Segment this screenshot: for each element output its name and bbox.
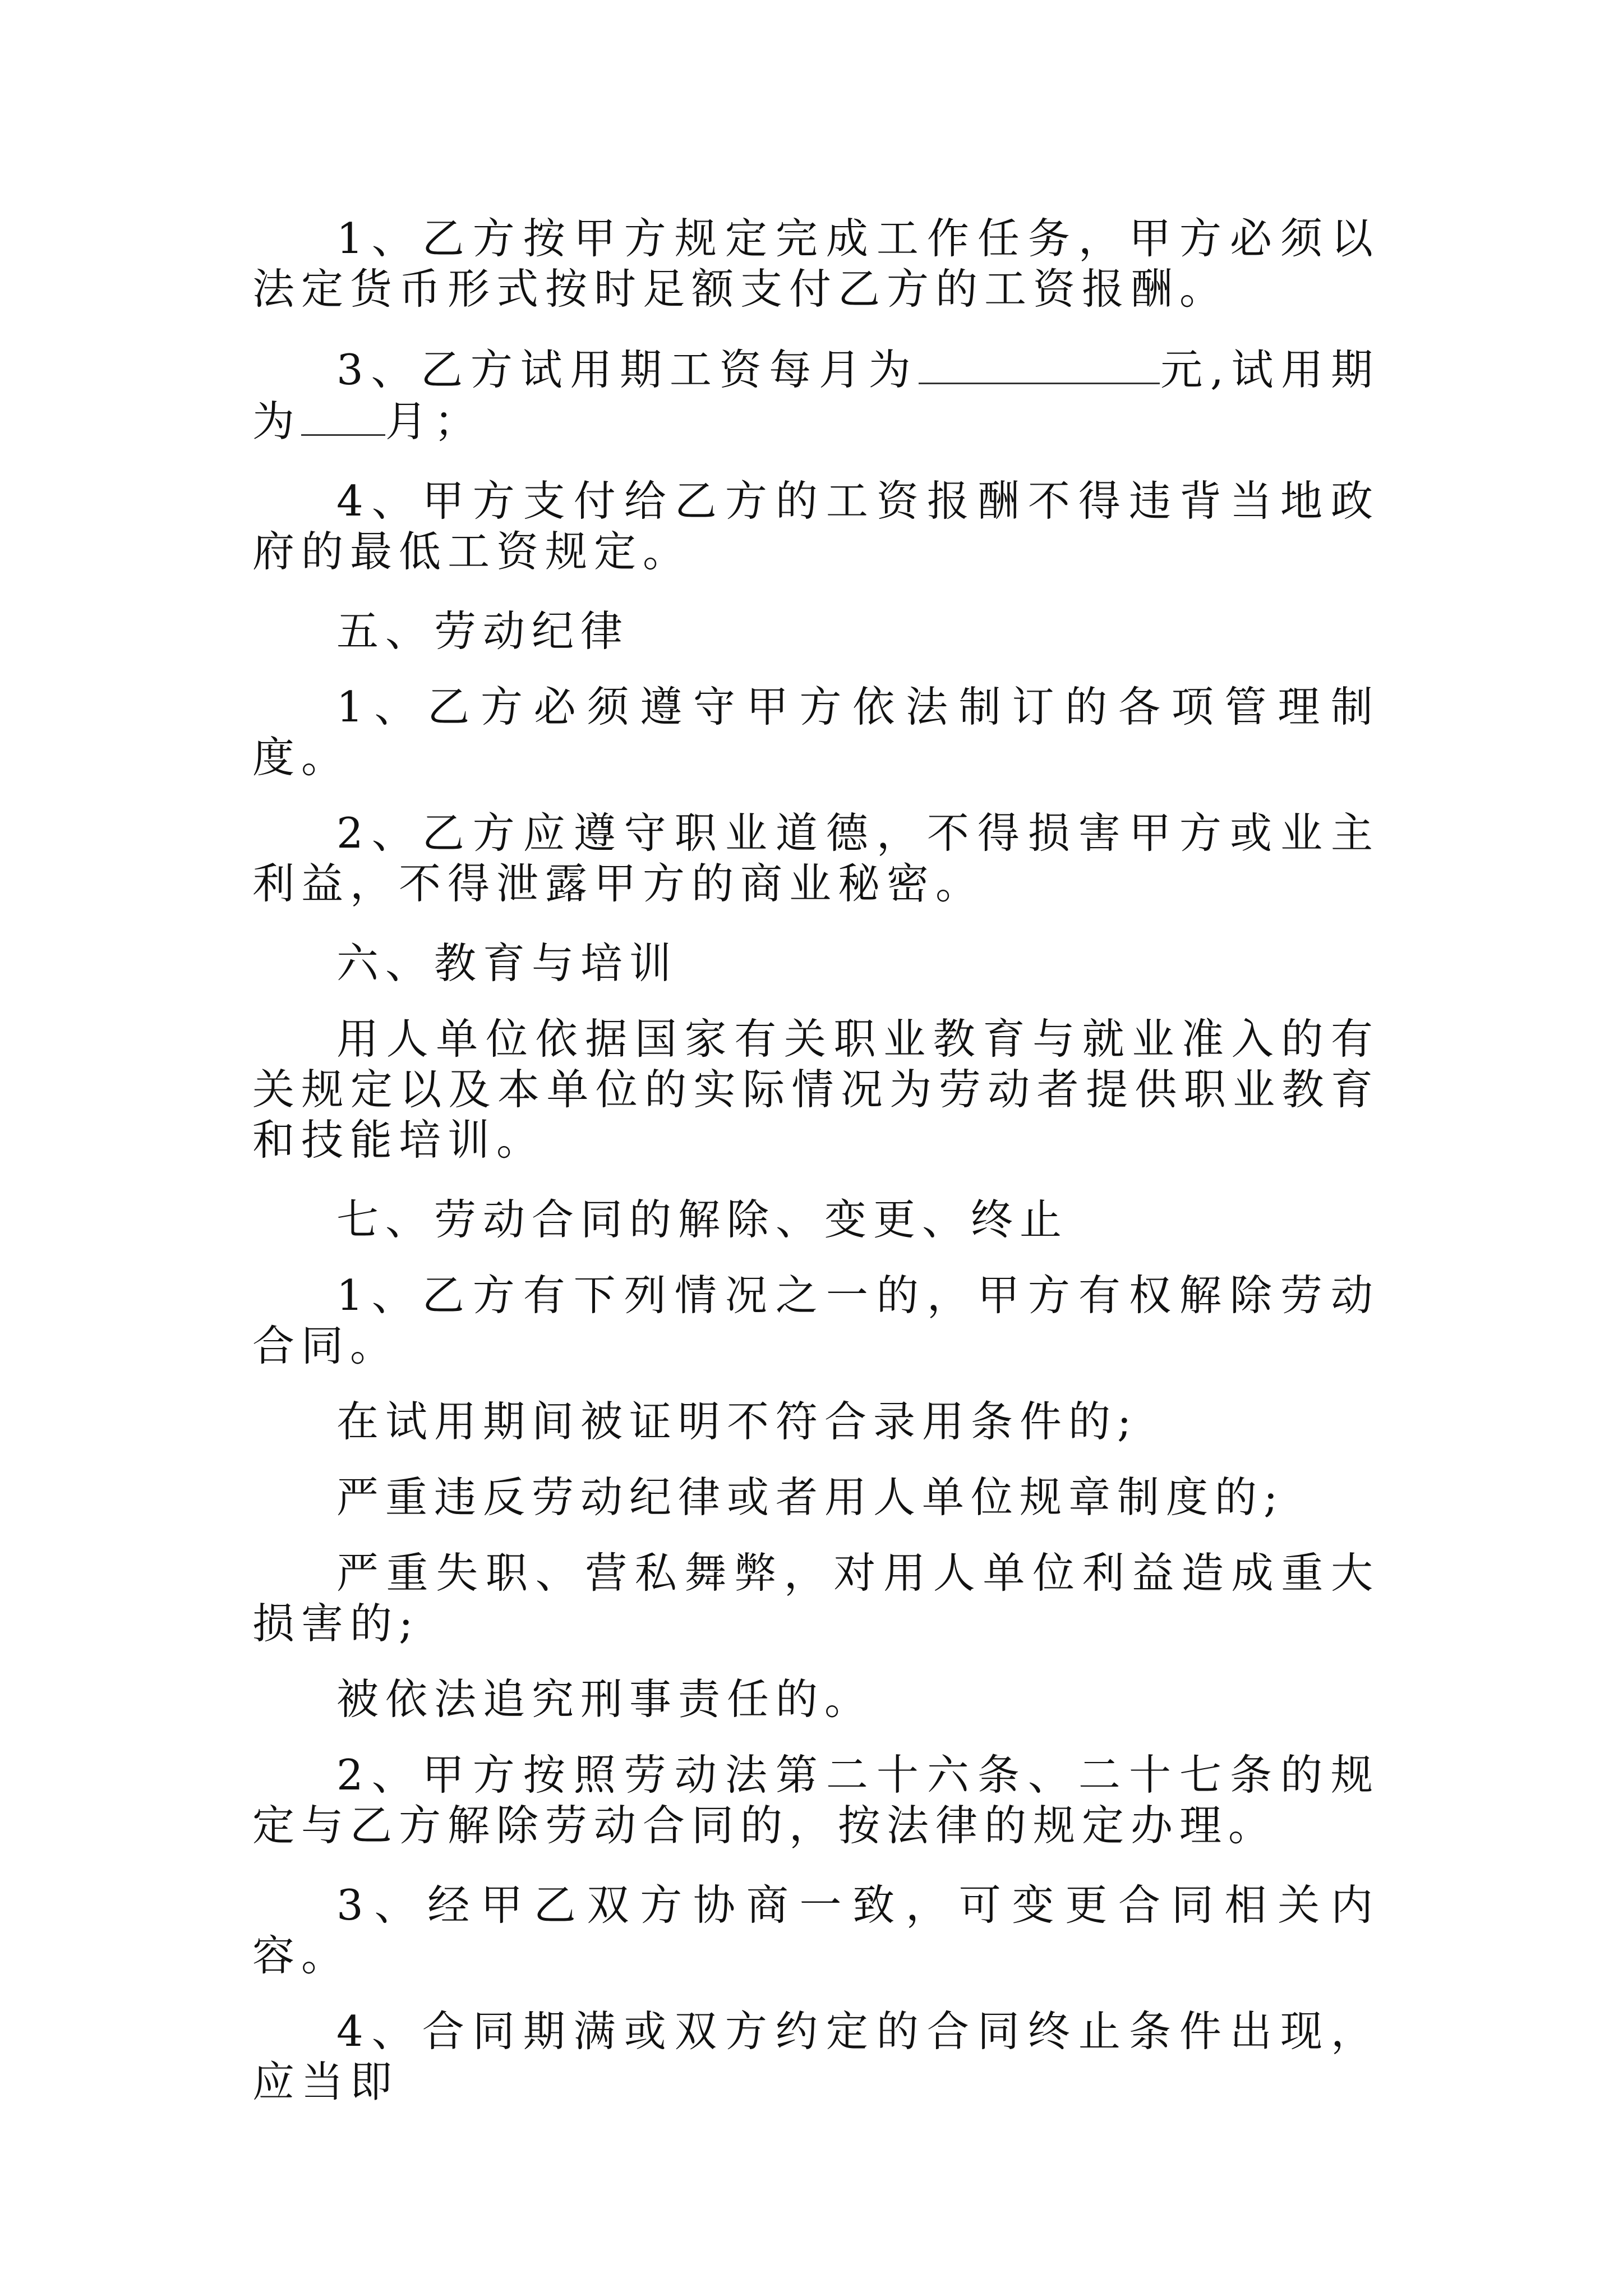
probation-wage-text-a: 3、乙方试用期工资每月为 [336,345,919,394]
list-item-dereliction: 严重失职、营私舞弊，对用人单位利益造成重大损害的; [252,1548,1380,1648]
section-heading-contract-termination: 七、劳动合同的解除、变更、终止 [336,1195,1069,1244]
paragraph-discipline-2: 2、乙方应遵守职业道德，不得损害甲方或业主利益，不得泄露甲方的商业秘密。 [252,808,1380,908]
section-heading-education-training: 六、教育与培训 [336,938,679,988]
paragraph-education: 用人单位依据国家有关职业教育与就业准入的有关规定以及本单位的实际情况为劳动者提供职业教育和技能培训。 [252,1014,1380,1165]
paragraph-termination-1: 1、乙方有下列情况之一的，甲方有权解除劳动合同。 [252,1271,1380,1370]
probation-period-blank [301,395,385,436]
paragraph-discipline-1: 1、乙方必须遵守甲方依法制订的各项管理制度。 [252,682,1380,782]
paragraph-probation-wage [252,343,1380,447]
paragraph-termination-4: 4、合同期满或双方约定的合同终止条件出现，应当即 [252,2007,1380,2106]
probation-wage-text-b: 元,试用期为 [252,345,1380,446]
paragraph-termination-3: 3、经甲乙双方协商一致，可变更合同相关内容。 [252,1880,1380,1980]
probation-wage-text-c: 月； [385,397,483,446]
paragraph-termination-2: 2、甲方按照劳动法第二十六条、二十七条的规定与乙方解除劳动合同的，按法律的规定办理。 [252,1750,1380,1850]
paragraph-minimum-wage: 4、甲方支付给乙方的工资报酬不得违背当地政府的最低工资规定。 [252,476,1380,576]
document-page [252,213,1380,2136]
list-item-probation-unfit: 在试用期间被证明不符合录用条件的; [336,1397,1138,1446]
section-heading-labor-discipline: 五、劳动纪律 [336,606,630,656]
list-item-serious-violation: 严重违反劳动纪律或者用人单位规章制度的; [336,1473,1285,1522]
list-item-criminal-liability: 被依法追究刑事责任的。 [336,1674,874,1724]
paragraph-wage-payment: 1、乙方按甲方规定完成工作任务，甲方必须以法定货币形式按时足额支付乙方的工资报酬。 [252,214,1380,314]
probation-wage-blank [919,343,1160,384]
